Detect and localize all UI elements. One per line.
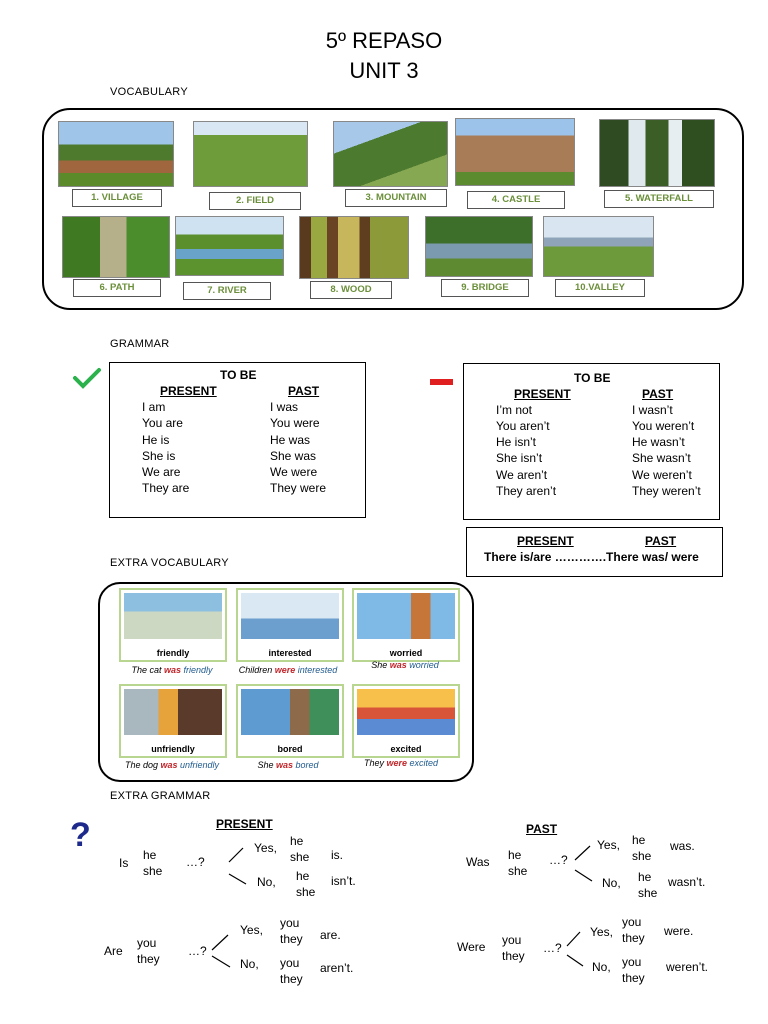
card-label: excited — [390, 744, 422, 754]
present-header: PRESENT — [514, 387, 571, 401]
pronoun: they — [622, 931, 645, 945]
pronoun: she — [638, 886, 658, 900]
present-row: They aren’t — [496, 484, 557, 498]
short-answer: wasn’t. — [668, 875, 706, 889]
no-answer: No, — [592, 960, 611, 974]
past-header: PAST — [288, 384, 320, 398]
vocab-label-mountain: 3. MOUNTAIN — [345, 189, 447, 207]
short-answer: are. — [320, 928, 341, 942]
caption-worried: She was worried — [371, 660, 439, 670]
pronoun: she — [290, 850, 310, 864]
pronoun: she — [632, 849, 652, 863]
extra-grammar-heading: EXTRA GRAMMAR — [110, 790, 211, 802]
short-answer: is. — [331, 848, 343, 862]
present-row: She is — [142, 449, 176, 463]
question-verb: Were — [457, 940, 486, 954]
past-row: They weren’t — [632, 484, 701, 498]
pronoun: he — [296, 869, 310, 883]
branch-line — [229, 848, 243, 862]
vocab-label-bridge: 9. BRIDGE — [441, 279, 529, 297]
present-row: We are — [142, 465, 181, 479]
pronoun: she — [296, 885, 316, 899]
pronoun: he — [638, 870, 652, 884]
ellipsis: …? — [186, 855, 205, 869]
past-header: PAST — [642, 387, 674, 401]
vocab-label-valley: 10.VALLEY — [555, 279, 645, 297]
short-answer: was. — [670, 839, 695, 853]
caption-interested: Children were interested — [238, 665, 338, 675]
vocab-label-castle: 4. CASTLE — [467, 191, 565, 209]
yes-answer: Yes, — [254, 841, 277, 855]
card-label: worried — [389, 648, 423, 658]
pronoun: he — [508, 848, 522, 862]
pronoun: you — [502, 933, 522, 947]
present-row: He isn’t — [496, 435, 537, 449]
vocab-label-river: 7. RIVER — [183, 282, 271, 300]
no-answer: No, — [257, 875, 276, 889]
vocab-label-village: 1. VILLAGE — [72, 189, 162, 207]
past-row: You were — [270, 416, 320, 430]
vocab-label-path: 6. PATH — [73, 279, 161, 297]
present-row: I’m not — [496, 403, 533, 417]
past-row: She was — [270, 449, 317, 463]
past-row: I was — [270, 400, 299, 414]
past-row: She wasn’t — [632, 451, 691, 465]
present-row: He is — [142, 433, 170, 447]
caption-unfriendly: The dog was unfriendly — [124, 760, 220, 770]
past-row: We weren’t — [632, 468, 692, 482]
pronoun: they — [622, 971, 645, 985]
pronoun: they — [280, 932, 303, 946]
short-answer: weren’t. — [666, 960, 709, 974]
present-row: We aren’t — [496, 468, 548, 482]
card-label: unfriendly — [151, 744, 195, 754]
yes-answer: Yes, — [590, 925, 613, 939]
past-row: We were — [270, 465, 318, 479]
card-label: bored — [277, 744, 303, 754]
vocabulary-heading: VOCABULARY — [110, 86, 188, 98]
page-title-line2: UNIT 3 — [349, 58, 419, 83]
present-header: PRESENT — [216, 817, 273, 831]
present-row: She isn’t — [496, 451, 543, 465]
pronoun: you — [280, 956, 300, 970]
branch-line — [212, 956, 230, 967]
branch-line — [567, 955, 583, 966]
past-header: PAST — [645, 534, 677, 548]
present-header: PRESENT — [517, 534, 574, 548]
branch-line — [567, 932, 580, 946]
pronoun: you — [137, 936, 157, 950]
pronoun: they — [502, 949, 525, 963]
pronoun: they — [137, 952, 160, 966]
ellipsis: …? — [543, 941, 562, 955]
card-label: interested — [268, 648, 312, 658]
to-be-title: TO BE — [574, 371, 611, 385]
caption-excited: They were excited — [363, 758, 439, 768]
to-be-title: TO BE — [220, 368, 257, 382]
pronoun: he — [290, 834, 304, 848]
past-row: You weren’t — [632, 419, 695, 433]
grammar-heading: GRAMMAR — [110, 338, 170, 350]
present-row: They are — [142, 481, 190, 495]
yes-answer: Yes, — [597, 838, 620, 852]
yes-answer: Yes, — [240, 923, 263, 937]
past-row: He wasn’t — [632, 435, 685, 449]
pronoun: they — [280, 972, 303, 986]
there-is-text: There is/are ………….There was/ were — [484, 550, 699, 564]
pronoun: she — [143, 864, 163, 878]
caption-bored: She was bored — [257, 760, 319, 770]
no-answer: No, — [240, 957, 259, 971]
branch-line — [575, 870, 592, 881]
present-row: You are — [142, 416, 183, 430]
present-header: PRESENT — [160, 384, 217, 398]
vocab-label-field: 2. FIELD — [209, 192, 301, 210]
pronoun: she — [508, 864, 528, 878]
past-header: PAST — [526, 822, 558, 836]
present-row: I am — [142, 400, 166, 414]
no-answer: No, — [602, 876, 621, 890]
branch-line — [212, 935, 228, 950]
branch-line — [575, 846, 590, 860]
question-verb: Are — [104, 944, 123, 958]
question-verb: Is — [119, 856, 129, 870]
question-mark-icon: ? — [70, 816, 91, 854]
branch-line — [229, 874, 246, 884]
page-title-line1: 5º REPASO — [325, 28, 443, 53]
past-row: He was — [270, 433, 311, 447]
card-label: friendly — [156, 648, 190, 658]
vocab-label-wood: 8. WOOD — [310, 281, 392, 299]
pronoun: he — [143, 848, 157, 862]
present-row: You aren’t — [496, 419, 550, 433]
pronoun: he — [632, 833, 646, 847]
pronoun: you — [280, 916, 300, 930]
short-answer: were. — [664, 924, 694, 938]
vocab-label-waterfall: 5. WATERFALL — [604, 190, 714, 208]
caption-friendly: The cat was friendly — [131, 665, 213, 675]
short-answer: aren’t. — [320, 961, 354, 975]
question-verb: Was — [466, 855, 490, 869]
past-row: They were — [270, 481, 327, 495]
short-answer: isn’t. — [331, 874, 356, 888]
extra-vocabulary-heading: EXTRA VOCABULARY — [110, 557, 229, 569]
ellipsis: …? — [188, 944, 207, 958]
ellipsis: …? — [549, 853, 568, 867]
pronoun: you — [622, 915, 642, 929]
pronoun: you — [622, 955, 642, 969]
past-row: I wasn’t — [632, 403, 673, 417]
